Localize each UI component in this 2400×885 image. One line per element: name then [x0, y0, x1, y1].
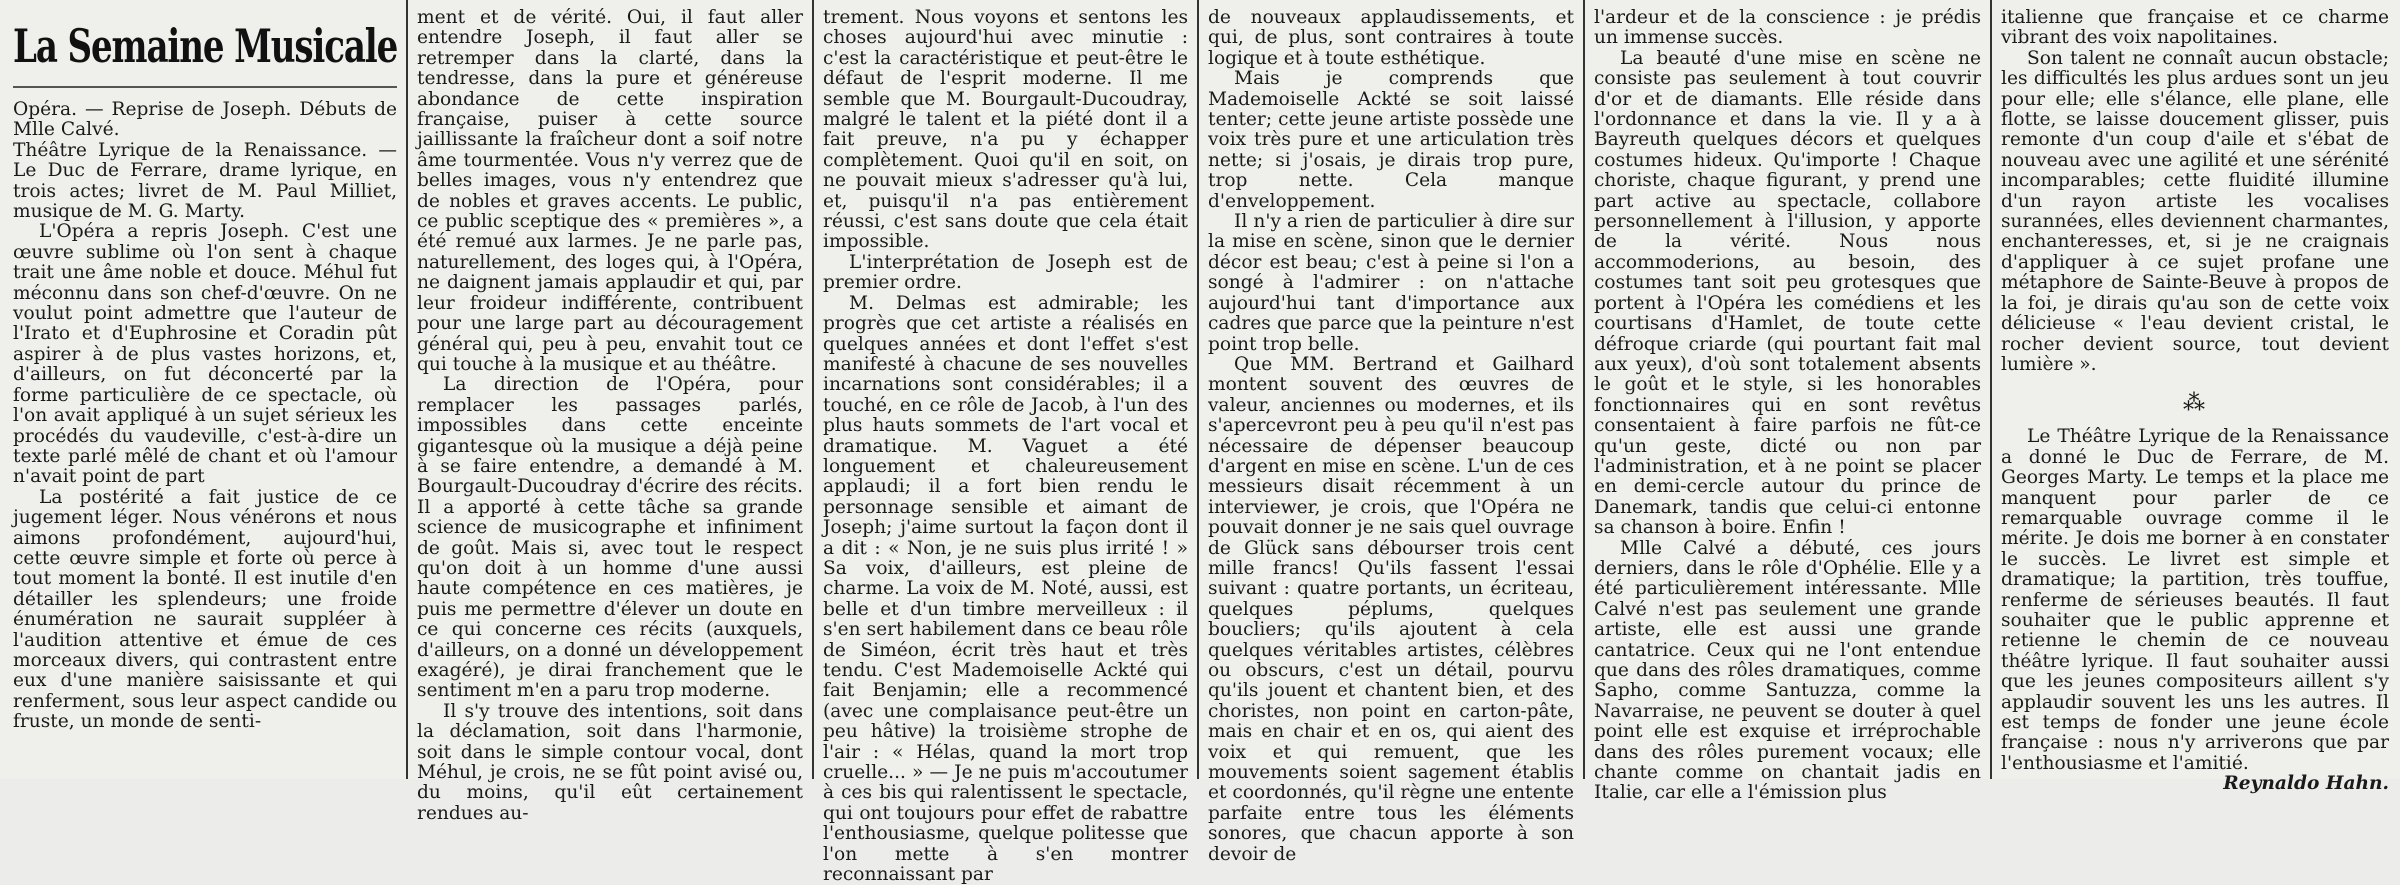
- paragraph: La postérité a fait justice de ce jugement léger. Nous vénérons et nous aimons profondément, aujourd'hui, cette œuvre simple et forte où perce à tout moment la bonté. Il est inutile d'en détailler les splendeurs; une froide énumération ne saurait suppléer à l'audition attentive et émue de ces morceaux divers, qui contrastent entre eux d'une manière saisissante et qui renferment, sous leur aspect candide ou fruste, un monde de senti-: [13, 486, 397, 733]
- paragraph: M. Delmas est admirable; les progrès que cet artiste a réalisés en quelques années et dont l'effet s'est manifesté à chacune de ses nouvelles incarnations sont considérables; il a touché, en ce rôle de Jacob, à l'un des plus hauts sommets de l'art vocal et dramatique. M. Vaguet a été longuement et chaleureusement applaudi; il a fort bien rendu le personnage sensible et aimant de Joseph; j'aime surtout la façon dont il a dit : « Non, je ne suis plus irrité ! » Sa voix, d'ailleurs, est pleine de charme. La voix de M. Noté, aussi, est belle et d'un timbre merveilleux : il s'en sert habilement dans ce beau rôle de Siméon, écrit très haut et très tendu. C'est Mademoiselle Ackté qui fait Benjamin; elle a recommencé (avec une complaisance peut-être un peu hâtive) la troisième strophe de l'air : « Hélas, quand la mort trop cruelle... » — Je ne puis m'accoutumer à ces bis qui ralentissent le spectacle, qui ont toujours pour effet de rabattre l'enthousiasme, quelque politesse que l'on mette à s'en montrer reconnaissant par: [823, 292, 1188, 885]
- paragraph: Opéra. — Reprise de Joseph. Débuts de Mlle Calvé.: [13, 99, 397, 141]
- column-3: [814, 0, 1197, 885]
- masthead-title: La Semaine Musicale: [13, 19, 398, 73]
- column-1: [4, 0, 406, 779]
- paragraph: Il s'y trouve des intentions, soit dans la déclamation, soit dans l'harmonie, soit dans le simple contour vocal, dont Méhul, je crois, ne se fût point avisé ou, du moins, qu'il eût certainement rendues au-: [417, 700, 803, 824]
- paragraph: L'Opéra a repris Joseph. C'est une œuvre sublime où l'on sent à chaque trait une âme noble et douce. Méhul fut méconnu dans son chef-d'œuvre. On ne voulut point admettre que l'auteur de l'Irato et d'Euphrosine et Coradin pût aspirer à de plus vastes horizons, et, d'ailleurs, on fut déconcerté par la forme particulière de ce spectacle, où l'on avait appliqué à un sujet sérieux les procédés du vaudeville, c'est-à-dire un texte parlé mêlé de chant et où l'amour n'avait point de part: [13, 221, 397, 488]
- paragraph: l'ardeur et de la conscience : je prédis un immense succès.: [1594, 7, 1981, 49]
- paragraph: La beauté d'une mise en scène ne consiste pas seulement à tout couvrir d'or et de diamants. Elle réside dans l'ordonnance et dans la vie. Il y a à Bayreuth quelques décors et quelques costumes hideux. Qu'importe ! Chaque choriste, chaque figurant, y prend une part active au spectacle, collabore personnellement à l'illusion, y apporte de la vérité. Nous nous accommoderions, au besoin, des costumes tant soit peu grotesques que portent à l'Opéra les comédiens et les courtisans d'Hamlet, de toute cette défroque criarde (qui pourtant fait mal aux yeux), d'où sont totalement absents le goût et le style, si les honorables fonctionnaires qui en sont revêtus consentaient à faire parfois ne fût-ce qu'un geste, dicté ou non par l'administration, et à ne point se placer en demi-cercle autour du prince de Danemark, tandis que celui-ci entonne sa chanson à boire. Enfin !: [1594, 47, 1981, 539]
- paragraph: italienne que française et ce charme vibrant des voix napolitaines.: [2001, 7, 2389, 49]
- paragraph: trement. Nous voyons et sentons les choses aujourd'hui avec minutie : c'est la caractéristique et peut-être le défaut de l'esprit moderne. Il me semble que M. Bourgault-Ducoudray, malgré le talent et la piété dont il a fait preuve, n'a pu y échapper complètement. Quoi qu'il en soit, on ne pouvait mieux s'adresser qu'à lui, et, puisqu'il n'a pas entièrement réussi, c'est sans doute que cela était impossible.: [823, 7, 1188, 253]
- paragraph: Le Théâtre Lyrique de la Renaissance a donné le Duc de Ferrare, de M. Georges Marty. Le temps et la place me manquent pour parler de ce remarquable ouvrage comme il le mérite. Je dois me borner à en constater le succès. Le livret est simple et dramatique; la partition, très touffue, renferme de sérieuses beautés. Il faut souhaiter que le public apprenne et retienne le chemin de ce nouveau théâtre lyrique. Il faut souhaiter aussi que les jeunes compositeurs aillent s'y applaudir souvent les uns les autres. Il est temps de fonder une jeune école française : nous n'y arriverons que par l'enthousiasme et l'amitié.: [2001, 426, 2389, 774]
- paragraph: ment et de vérité. Oui, il faut aller entendre Joseph, il faut aller se retremper dans la clarté, dans la tendresse, dans la pure et généreuse abondance de cette inspiration française, puiser à cette source jaillissante la fraîcheur dont a soif notre âme tourmentée. Vous n'y verrez que de belles images, vous n'y entendrez que de nobles et graves accents. Le public, ce public sceptique des « premières », a été remué aux larmes. Je ne parle pas, naturellement, des loges qui, à l'Opéra, ne daignent jamais applaudir et qui, par leur froideur indifférente, contribuent pour une large part au découragement général qui, peu à peu, envahit tout ce qui touche à la musique et au théâtre.: [417, 7, 803, 375]
- column-6: [1992, 0, 2398, 795]
- paragraph: Que MM. Bertrand et Gailhard montent souvent des œuvres de valeur, anciennes ou modernes, et ils s'apercevront peu à peu qu'il n'est pas nécessaire de dépenser beaucoup d'argent en mise en scène. L'un de ces messieurs disait récemment à un interviewer, je crois, que l'Opéra ne pouvait donner je ne sais quel ouvrage de Glück sans débourser trois cent mille francs! Qu'ils fassent l'essai suivant : quatre portants, un écriteau, quelques péplums, quelques boucliers; qu'ils ajoutent à cela quelques véritables artistes, célèbres ou obscurs, c'est un détail, pourvu qu'ils jouent et chantent bien, et des choristes, non point en carton-pâte, mais en chair et en os, qui aient des voix et qui remuent, que les mouvements soient sagement établis et coordonnés, qu'il règne une entente parfaite entre tous les éléments sonores, que chacun apporte à son devoir de: [1208, 353, 1574, 865]
- paragraph: de nouveaux applaudissements, et qui, de plus, sont contraires à toute logique et à toute esthétique.: [1208, 7, 1574, 69]
- paragraph: L'interprétation de Joseph est de premier ordre.: [823, 251, 1188, 294]
- paragraph: Mlle Calvé a débuté, ces jours derniers, dans le rôle d'Ophélie. Elle y a été particulièrement intéressante. Mlle Calvé n'est pas seulement une grande artiste, elle est aussi une grande cantatrice. Ceux qui ne l'ont entendue que dans des rôles dramatiques, comme Sapho, comme Santuzza, comme la Navarraise, ne peuvent se douter à quel point elle est exquise et irréprochable dans des rôles purement vocaux; elle chante comme on chantait jadis en Italie, car elle a l'émission plus: [1594, 537, 1981, 804]
- column-2: [408, 0, 812, 824]
- paragraph: Mais je comprends que Mademoiselle Ackté se soit laissé tenter; cette jeune artiste possède une voix très pure et une articulation très nette; si j'osais, je dirais trop pure, trop nette. Cela manque d'enveloppement.: [1208, 68, 1574, 212]
- paragraph: Il n'y a rien de particulier à dire sur la mise en scène, sinon que le dernier décor est beau; c'est à peine si l'on a songé à l'admirer : on n'attache aujourd'hui tant d'importance aux cadres que parce que la peinture n'est point trop belle.: [1208, 211, 1574, 355]
- paragraph: Théâtre Lyrique de la Renaissance. — Le Duc de Ferrare, drame lyrique, en trois actes; livret de M. Paul Milliet, musique de M. G. Marty.: [13, 139, 397, 223]
- masthead-rule: [13, 86, 397, 88]
- author-signature: Reynaldo Hahn.: [2223, 773, 2389, 795]
- paragraph: Son talent ne connaît aucun obstacle; les difficultés les plus ardues sont un jeu pour elle; elle s'élance, elle plane, elle flotte, se laisse doucement glisser, puis remonte d'un coup d'aile et s'ébat de nouveau avec une agilité et une sérénité incomparables; cette fluidité illumine d'un rayon artiste les vocalises surannées, elles deviennent charmantes, enchanteresses, et, si je ne craignais d'appliquer à ce sujet profane une métaphore de Sainte-Beuve à propos de la foi, je dirais qu'au son de cette voix délicieuse « l'eau devient cristal, le rocher devient source, tout devient lumière ».: [2001, 47, 2389, 375]
- paragraph: La direction de l'Opéra, pour remplacer les passages parlés, impossibles dans cette enceinte gigantesque où la musique a déjà peine à se faire entendre, a demandé à M. Bourgault-Ducoudray d'écrire des récits. Il a apporté à cette tâche sa grande science de musicographe et infiniment de goût. Mais si, avec tout le respect qu'on doit à un homme d'une aussi haute compétence en ces matières, je puis me permettre d'élever un doute en ce qui concerne ces récits (auxquels, d'ailleurs, on a donné un développement exagéré), je dirai franchement que le sentiment m'en a paru trop moderne.: [417, 374, 803, 702]
- section-divider: ⁂: [2183, 391, 2207, 417]
- column-4: [1199, 0, 1583, 865]
- column-5: [1585, 0, 1990, 804]
